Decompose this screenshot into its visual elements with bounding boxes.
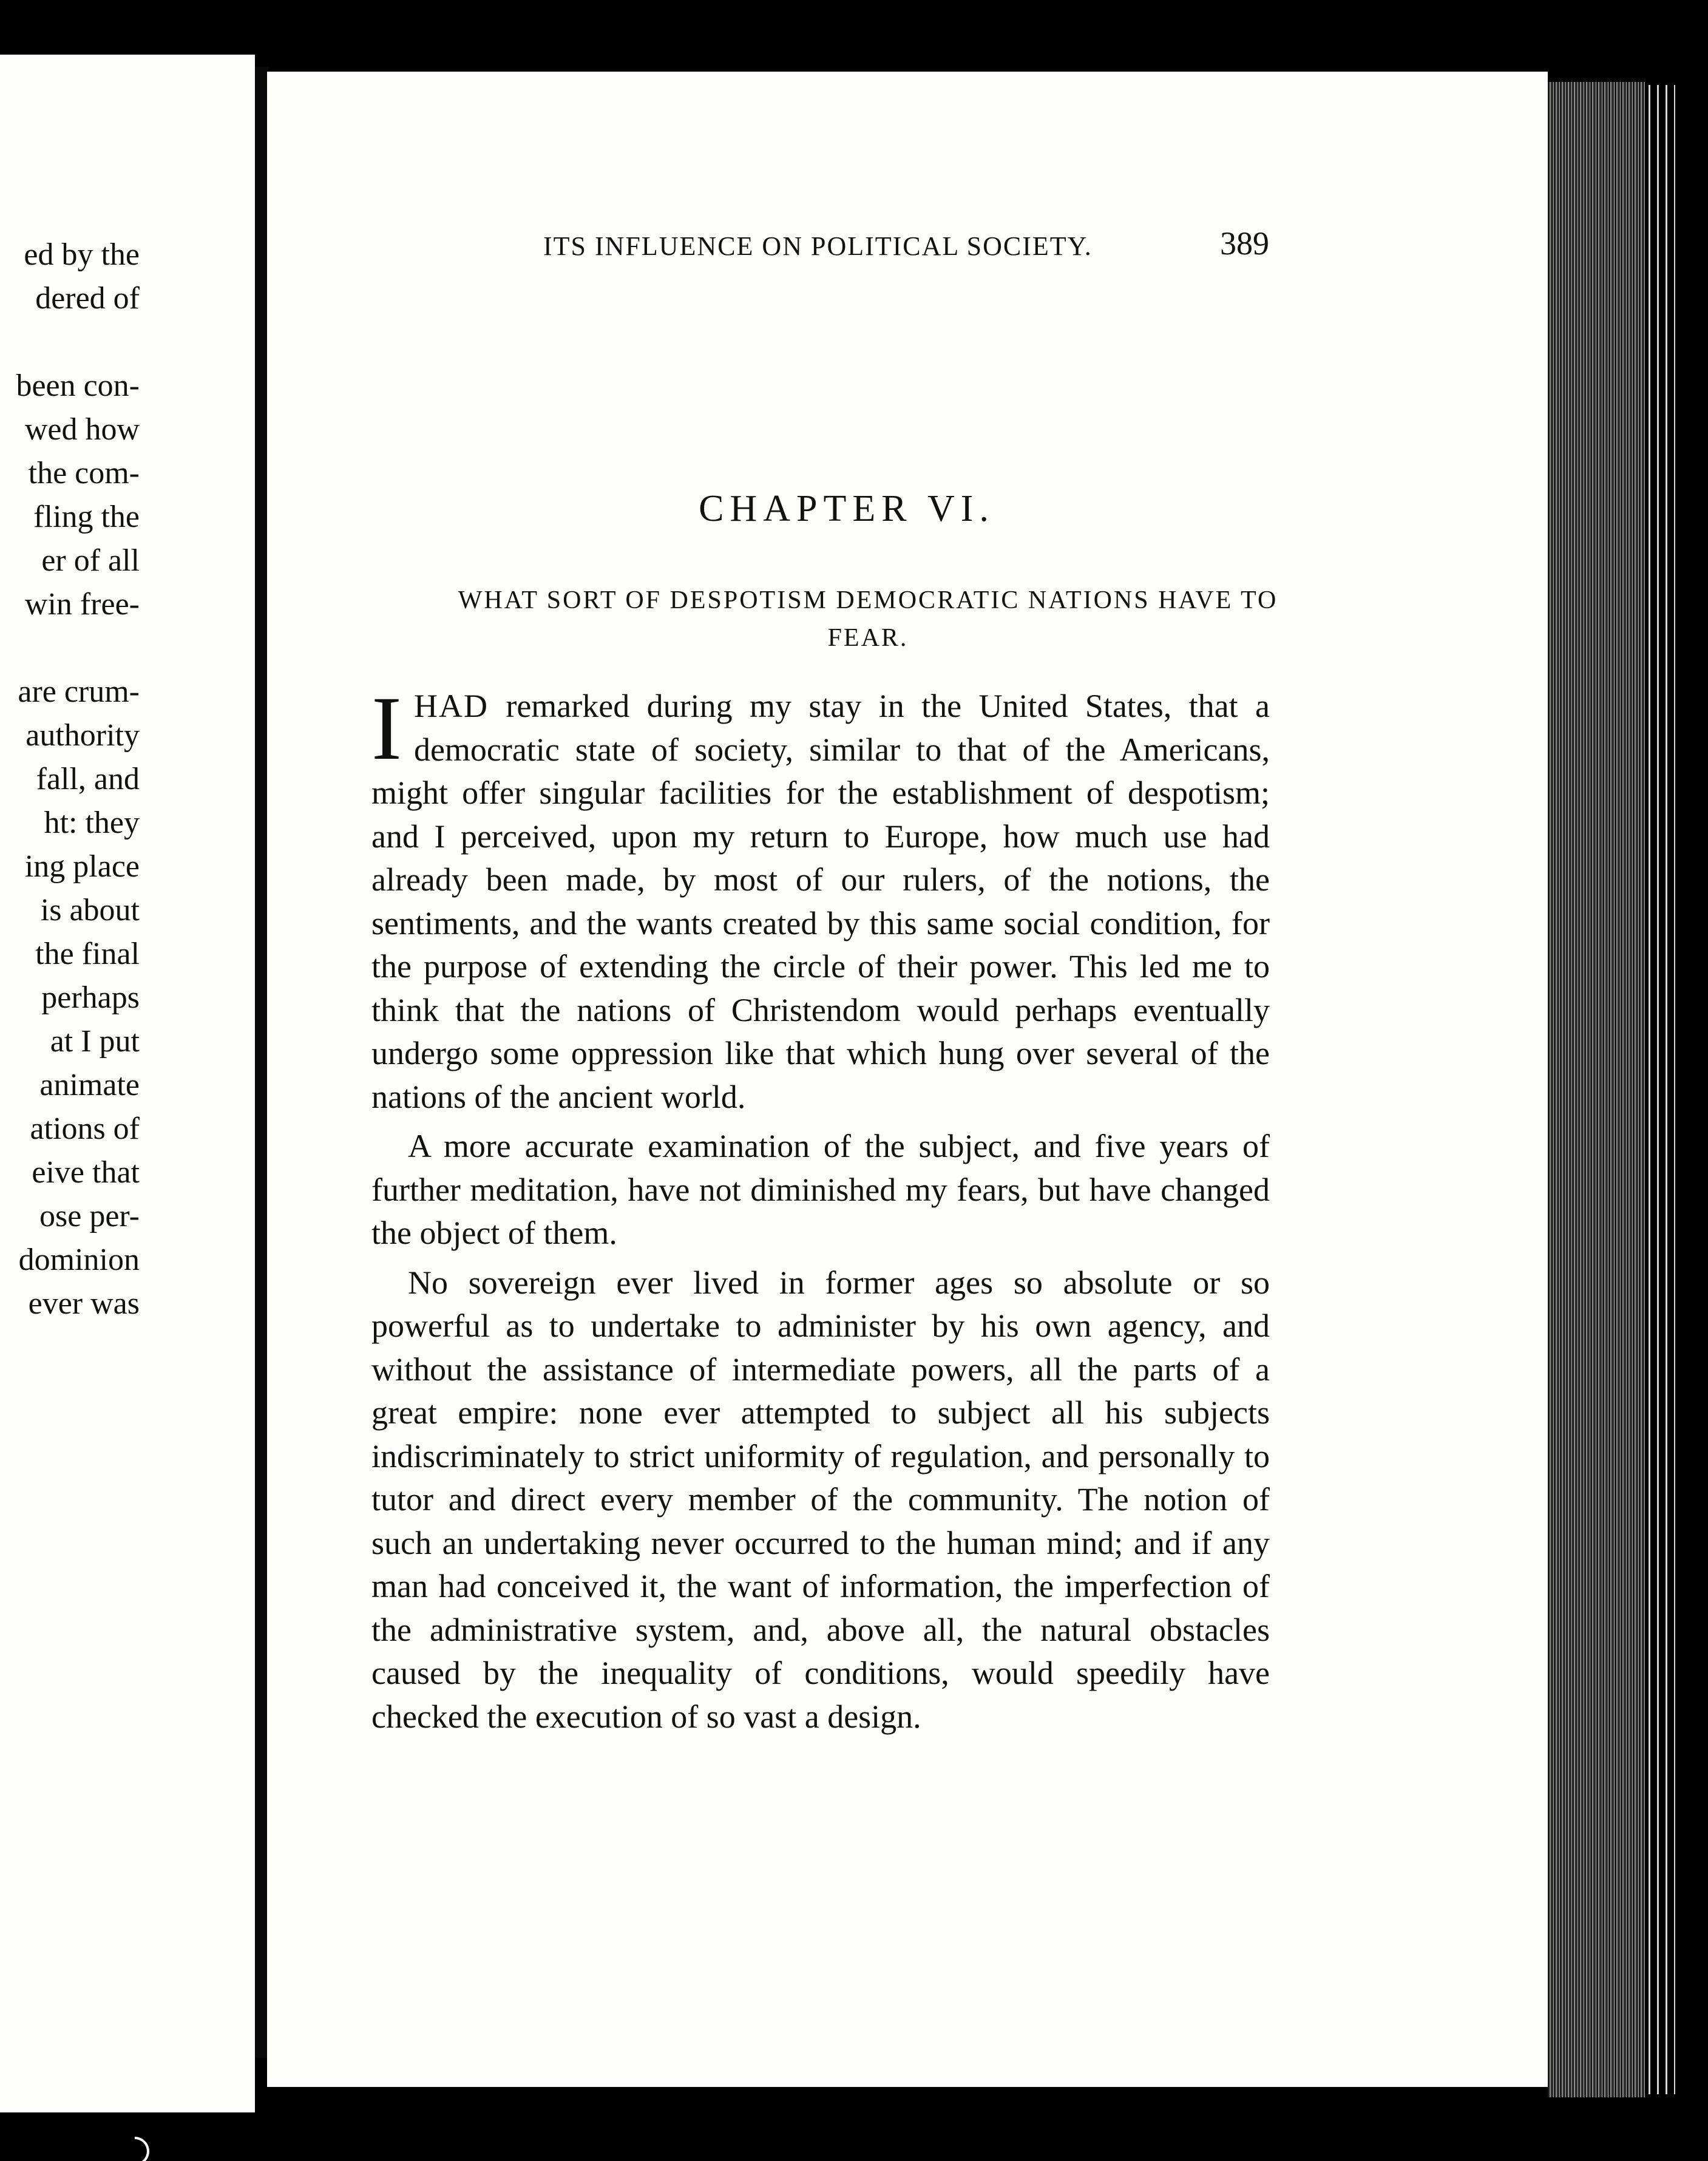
paragraph-1	[371, 678, 1270, 1119]
paragraph-1-text: remarked during my stay in the United States, that a democratic state of society, similar to that of the Americans, might offer singular facilities for the establishment of despotism; and I perceived, upon my return to Europe, how much use had already been made, by most of our rulers, of the notions, the sentiments, and the wants created by this same social condition, for the purpose of extending the circle of their power. This led me to think that the nations of Christendom would perhaps eventually undergo some oppression like that which hung over several of the nations of the ancient world.	[371, 688, 1270, 1115]
chapter-body	[371, 678, 1270, 1745]
left-page-line: the com-	[28, 456, 140, 490]
book-cover-edge	[1645, 85, 1675, 2094]
left-page-line: is about	[40, 893, 140, 928]
left-page-line: eive that	[32, 1155, 140, 1190]
chapter-subtitle: WHAT SORT OF DESPOTISM DEMOCRATIC NATIONS HAVE TO FEAR.	[458, 586, 1278, 652]
chapter-title: CHAPTER VI.	[699, 488, 995, 529]
left-page-line: the final	[35, 937, 140, 971]
left-page-line: ed by the	[24, 237, 140, 272]
left-page-line: dominion	[18, 1243, 140, 1277]
left-page-line: er of all	[41, 543, 140, 578]
paragraph-1-lead: HAD	[413, 688, 489, 724]
left-page-line: wed how	[24, 412, 140, 447]
left-page-line: ht: they	[44, 806, 140, 840]
left-page-text	[0, 55, 255, 2112]
page-number: 389	[1220, 225, 1269, 262]
left-page-line: authority	[25, 718, 140, 753]
paragraph-3: No sovereign ever lived in former ages so absolute or so powerful as to undertake to administer by his own agency, and without the assistance of intermediate powers, all the parts of a great empire: none ever attempted to subject all his subjects indiscriminately to strict uniformity of regulation, and personally to tutor and direct every member of the community. The notion of such an undertaking never occurred to the human mind; and if any man had conceived it, the want of information, the imperfection of the administrative system, and, above all, the natural obstacles caused by the inequality of conditions, would speedily have checked the execution of so vast a design.	[371, 1264, 1270, 1735]
left-page-line: been con-	[16, 368, 140, 403]
paragraph-2: A more accurate examination of the subject, and five years of further meditation, have not diminished my fears, but have changed the object of them.	[371, 1128, 1270, 1251]
page-edges	[1548, 82, 1645, 2097]
scan-artifact	[114, 2131, 155, 2161]
left-page-line: fall, and	[36, 762, 140, 796]
left-page-line: fling the	[33, 500, 140, 534]
book-gutter	[255, 67, 268, 2058]
right-page	[267, 72, 1548, 2087]
drop-cap: I	[371, 678, 402, 779]
left-page-line: perhaps	[41, 980, 140, 1015]
left-page-line: ations of	[30, 1111, 140, 1146]
left-page-line: dered of	[35, 281, 140, 316]
running-head: ITS INFLUENCE ON POLITICAL SOCIETY.	[543, 231, 1093, 261]
left-page-line: animate	[39, 1068, 140, 1102]
left-page-line: ever was	[28, 1286, 140, 1321]
left-page-line: are crum-	[18, 674, 140, 709]
left-page-line: win free-	[24, 587, 140, 622]
left-page-line: ose per-	[39, 1199, 140, 1233]
left-page-line: at I put	[50, 1024, 140, 1059]
left-page	[0, 55, 255, 2112]
left-page-line: ing place	[24, 849, 140, 884]
